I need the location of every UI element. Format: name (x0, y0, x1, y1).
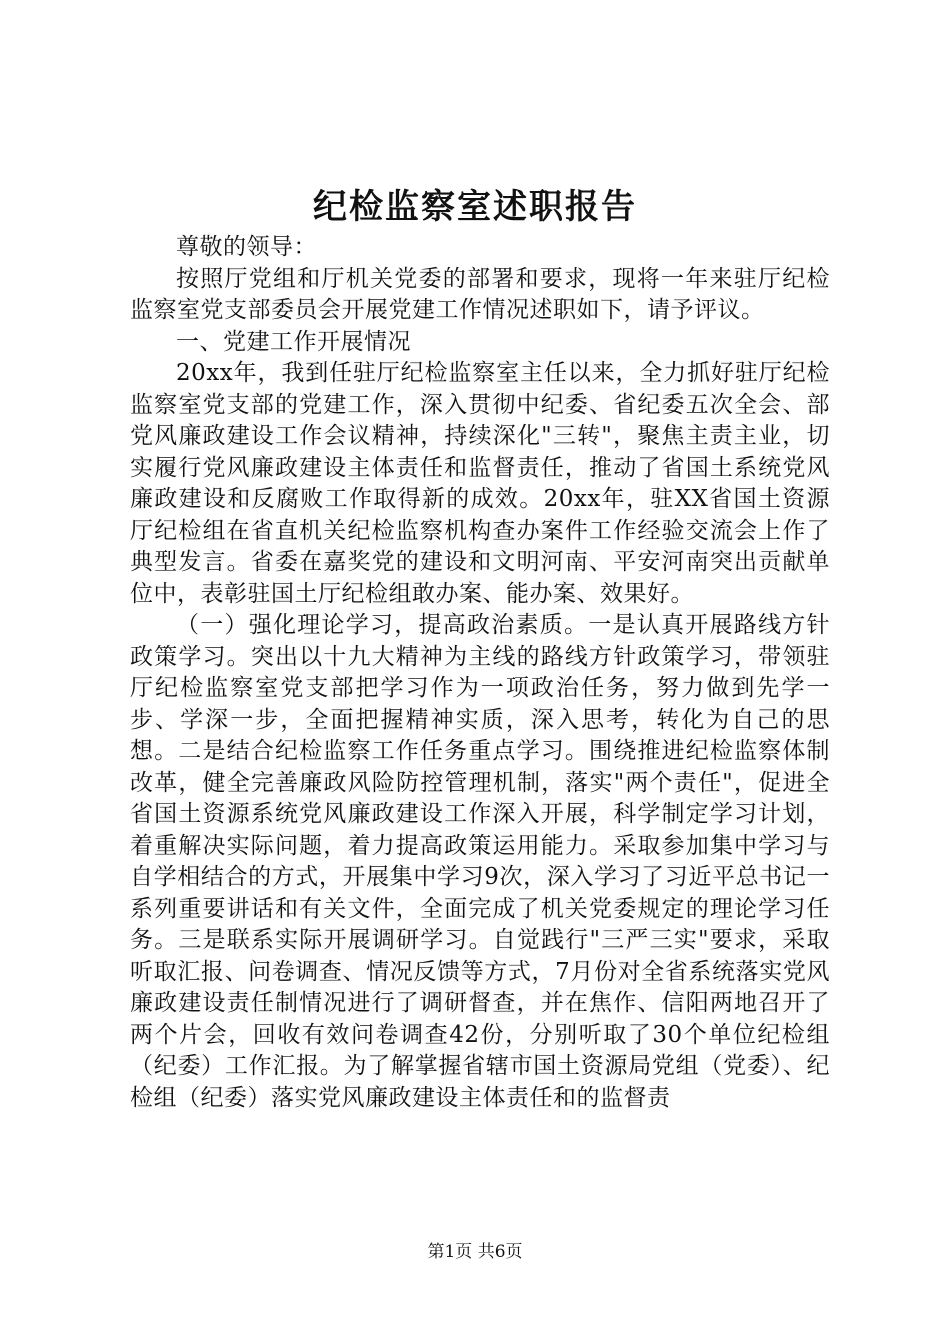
section-heading: 一、党建工作开展情况 (176, 328, 411, 355)
body-paragraph: 20xx年，我到任驻厅纪检监察室主任以来，全力抓好驻厅纪检监察室党支部的党建工作，深入贯彻中纪委、省纪委五次全会、部党风廉政建设工作会议精神，持续深化"三转"，聚焦主责主业，切实履行党风廉政建设主体责任和监督责任，推动了省国土系统党风廉政建设和反腐败工作取得新的成效。20xx年，驻XX省国土资源厅纪检组在省直机关纪检监察机构查办案件工作经验交流会上作了典型发言。省委在嘉奖党的建设和文明河南、平安河南突出贡献单位中，表彰驻国土厅纪检组敢办案、能办案、效果好。 (130, 360, 830, 607)
document-title: 纪检监察室述职报告 (313, 187, 637, 227)
document-body (130, 232, 830, 1114)
intro-paragraph: 按照厅党组和厅机关党委的部署和要求，现将一年来驻厅纪检监察室党支部委员会开展党建工作情况述职如下，请予评议。 (130, 265, 830, 323)
page-footer: 第1页 共6页 (427, 1242, 523, 1262)
salutation: 尊敬的领导： (176, 234, 317, 260)
body-paragraph: （一）强化理论学习，提高政治素质。一是认真开展路线方针政策学习。突出以十九大精神为主线的路线方针政策学习，带领驻厅纪检监察室党支部把学习作为一项政治任务，努力做到先学一步、学深一步，全面把握精神实质，深入思考，转化为自己的思想。二是结合纪检监察工作任务重点学习。围绕推进纪检监察体制改革，健全完善廉政风险防控管理机制，落实"两个责任"，促进全省国土资源系统党风廉政建设工作深入开展，科学制定学习计划，着重解决实际问题，着力提高政策运用能力。采取参加集中学习与自学相结合的方式，开展集中学习9次，深入学习了习近平总书记一系列重要讲话和有关文件，全面完成了机关党委规定的理论学习任务。三是联系实际开展调研学习。自觉践行"三严三实"要求，采取听取汇报、问卷调查、情况反馈等方式，7月份对全省系统落实党风廉政建设责任制情况进行了调研督查，并在焦作、信阳两地召开了两个片会，回收有效问卷调查42份，分别听取了30个单位纪检组（纪委）工作汇报。为了解掌握省辖市国土资源局党组（党委）、纪检组（纪委）落实党风廉政建设主体责任和的监督责 (130, 612, 830, 1111)
